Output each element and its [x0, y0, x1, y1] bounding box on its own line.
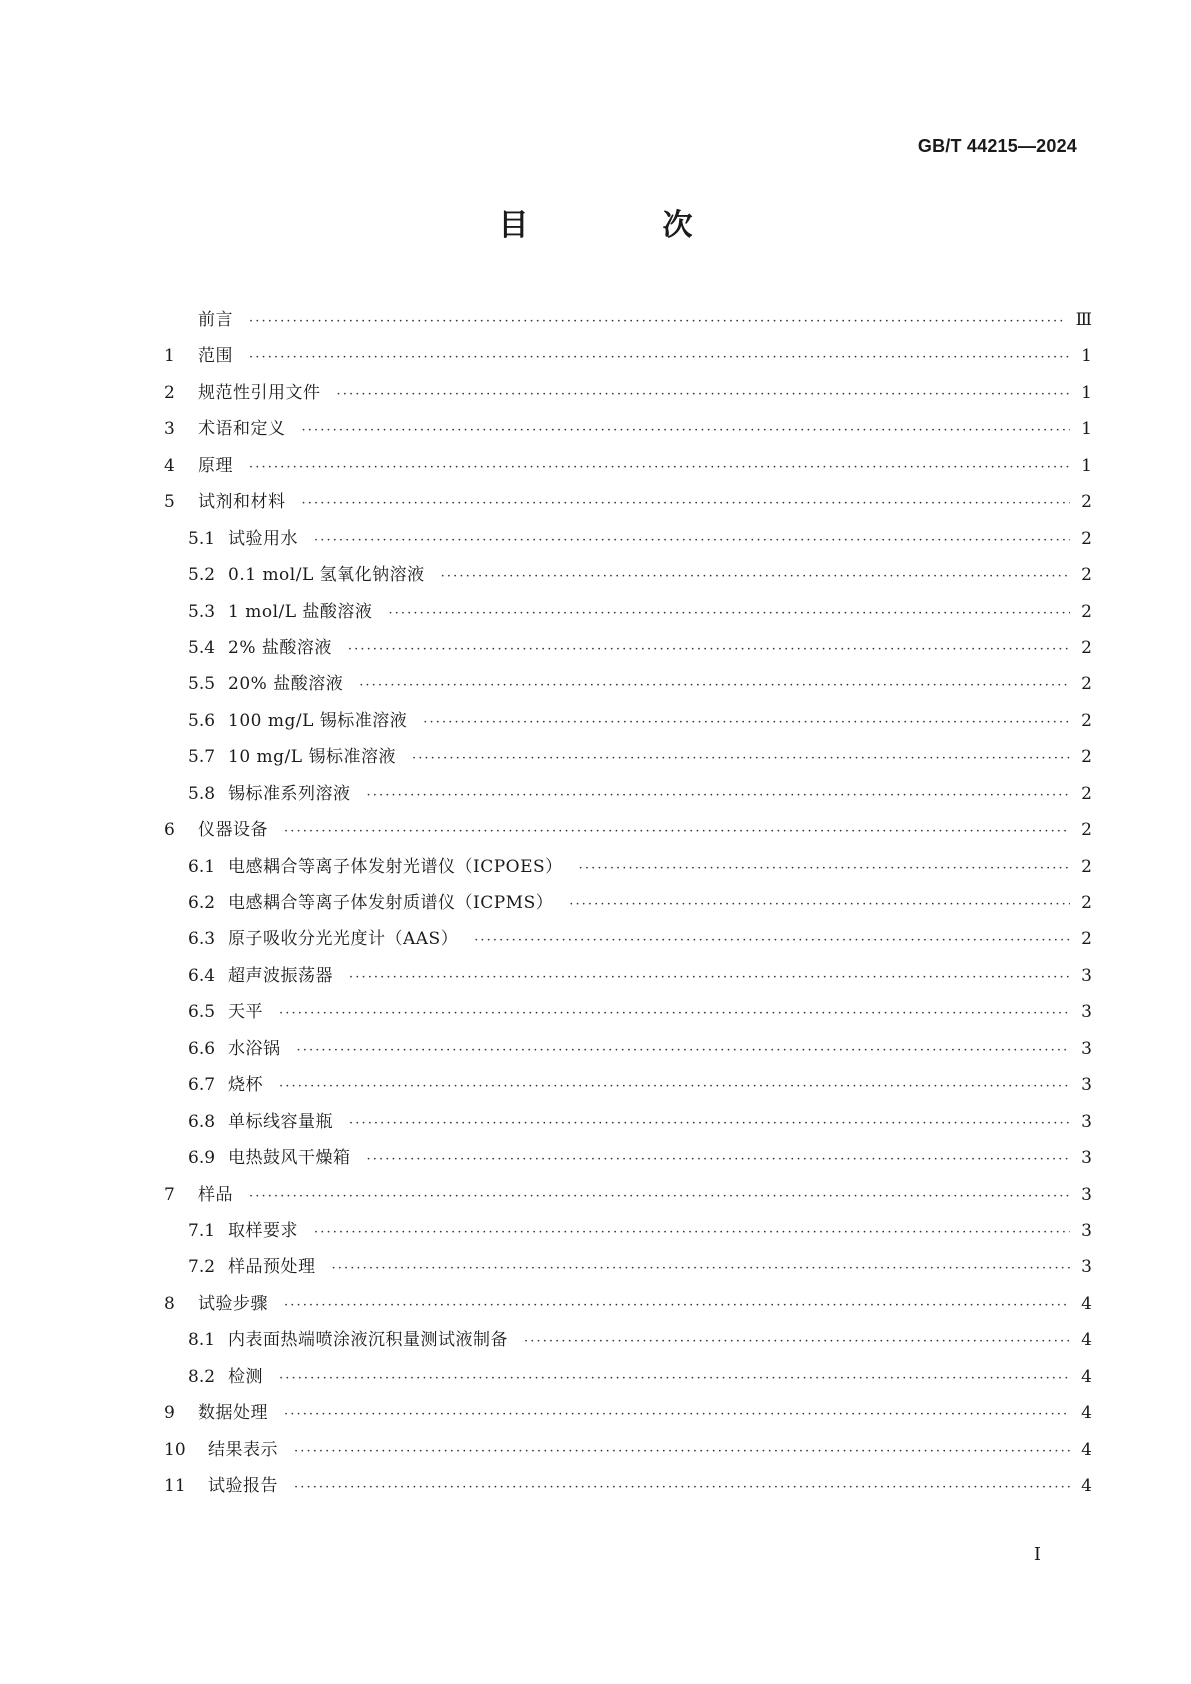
toc-number: 6.8 — [188, 1111, 216, 1132]
toc-page: 2 — [1081, 783, 1092, 804]
toc-entry[interactable] — [164, 994, 1092, 1030]
toc-number: 7.2 — [188, 1257, 216, 1278]
dot-leader — [524, 1324, 1070, 1360]
toc-page: 2 — [1081, 856, 1092, 877]
toc-page: 1 — [1081, 419, 1092, 440]
toc-number: 2 — [164, 382, 175, 403]
dot-leader — [249, 1179, 1070, 1215]
toc-title: 锡标准系列溶液 — [228, 783, 351, 804]
toc-entry[interactable] — [164, 1286, 1092, 1322]
dot-leader — [249, 450, 1070, 486]
toc-entry[interactable] — [164, 703, 1092, 739]
toc-page: 3 — [1081, 1257, 1092, 1278]
toc-title: 2% 盐酸溶液 — [228, 637, 332, 658]
standard-code: GB/T 44215—2024 — [917, 136, 1077, 156]
dot-leader — [337, 377, 1071, 413]
toc-title: 样品预处理 — [228, 1257, 316, 1278]
dot-leader — [314, 523, 1070, 559]
toc-number: 5 — [164, 492, 175, 513]
toc-title: 水浴锅 — [228, 1038, 281, 1059]
toc-entry[interactable] — [164, 594, 1092, 630]
toc-title: 试剂和材料 — [198, 492, 286, 513]
dot-leader — [348, 632, 1070, 668]
toc-page: 2 — [1081, 637, 1092, 658]
toc-entry[interactable] — [164, 739, 1092, 775]
toc-title: 烧杯 — [228, 1075, 263, 1096]
toc-page: 3 — [1081, 1220, 1092, 1241]
toc-title: 电热鼓风干燥箱 — [228, 1148, 351, 1169]
toc-page: 2 — [1081, 565, 1092, 586]
page-title: 目 次 — [498, 208, 745, 243]
toc-entry[interactable] — [164, 776, 1092, 812]
toc-entry[interactable] — [164, 1140, 1092, 1176]
toc-number: 8.2 — [188, 1366, 216, 1387]
toc-entry[interactable] — [164, 411, 1092, 447]
toc-page: 4 — [1081, 1403, 1092, 1424]
toc-title: 20% 盐酸溶液 — [228, 674, 344, 695]
toc-title: 数据处理 — [198, 1403, 268, 1424]
toc-title: 内表面热端喷涂液沉积量测试液制备 — [228, 1330, 508, 1351]
toc-title: 取样要求 — [228, 1220, 298, 1241]
toc-title: 试验步骤 — [198, 1293, 268, 1314]
toc-title: 前言 — [198, 310, 233, 330]
toc-number: 6.4 — [188, 965, 216, 986]
dot-leader — [279, 996, 1070, 1032]
toc-title: 100 mg/L 锡标准溶液 — [228, 710, 408, 731]
toc-entry[interactable] — [164, 1031, 1092, 1067]
toc-title: 检测 — [228, 1366, 263, 1387]
dot-leader — [412, 741, 1070, 777]
toc-entry[interactable] — [164, 630, 1092, 666]
toc-page: 3 — [1081, 1111, 1092, 1132]
toc-title: 10 mg/L 锡标准溶液 — [228, 747, 396, 768]
toc-entry[interactable] — [164, 666, 1092, 702]
toc-number: 6.1 — [188, 856, 216, 877]
toc-title: 规范性引用文件 — [198, 382, 321, 403]
dot-leader — [297, 1033, 1071, 1069]
dot-leader — [302, 413, 1071, 449]
dot-leader — [249, 304, 1066, 340]
toc-title: 超声波振荡器 — [228, 965, 333, 986]
toc-number: 9 — [164, 1403, 175, 1424]
toc-page: 3 — [1081, 1148, 1092, 1169]
toc-number: 1 — [164, 346, 175, 367]
toc-number: 5.3 — [188, 601, 216, 622]
toc-title: 结果表示 — [208, 1439, 278, 1460]
toc-page: 1 — [1081, 346, 1092, 367]
toc-entry[interactable] — [164, 1104, 1092, 1140]
toc-page: 1 — [1081, 382, 1092, 403]
toc-page: 3 — [1081, 1002, 1092, 1023]
table-of-contents — [164, 302, 1092, 1504]
dot-leader — [294, 1434, 1070, 1470]
toc-number: 5.6 — [188, 710, 216, 731]
toc-entry[interactable] — [164, 885, 1092, 921]
dot-leader — [349, 1106, 1070, 1142]
toc-entry[interactable] — [164, 812, 1092, 848]
toc-page: 2 — [1081, 929, 1092, 950]
toc-page: 2 — [1081, 820, 1092, 841]
toc-page: Ⅲ — [1075, 310, 1092, 330]
toc-entry[interactable] — [164, 557, 1092, 593]
dot-leader — [367, 778, 1071, 814]
toc-entry[interactable] — [164, 521, 1092, 557]
toc-entry[interactable] — [164, 1359, 1092, 1395]
toc-entry[interactable] — [164, 1322, 1092, 1358]
toc-entry[interactable] — [164, 1067, 1092, 1103]
toc-title: 1 mol/L 盐酸溶液 — [228, 601, 373, 622]
toc-number: 11 — [164, 1476, 186, 1496]
toc-page: 2 — [1081, 528, 1092, 549]
toc-number: 5.7 — [188, 747, 216, 768]
toc-entry[interactable] — [164, 1249, 1092, 1285]
toc-page: 4 — [1081, 1293, 1092, 1314]
toc-entry[interactable] — [164, 338, 1092, 374]
toc-title: 试验用水 — [228, 528, 298, 549]
page-number: I — [1033, 1544, 1041, 1565]
toc-number: 6.9 — [188, 1148, 216, 1169]
toc-number: 6.5 — [188, 1002, 216, 1023]
toc-entry[interactable] — [164, 375, 1092, 411]
toc-entry[interactable] — [164, 1395, 1092, 1431]
dot-leader — [388, 596, 1070, 632]
toc-number: 6.2 — [188, 893, 216, 913]
toc-title: 原子吸收分光光度计（AAS） — [228, 929, 459, 950]
toc-entry[interactable] — [164, 302, 1092, 338]
toc-title: 0.1 mol/L 氢氧化钠溶液 — [228, 565, 425, 586]
toc-page: 4 — [1081, 1476, 1092, 1496]
dot-leader — [423, 705, 1070, 741]
dot-leader — [279, 1069, 1070, 1105]
toc-title: 仪器设备 — [198, 820, 268, 841]
dot-leader — [349, 960, 1070, 996]
toc-entry[interactable] — [164, 1177, 1092, 1213]
toc-number: 10 — [164, 1439, 186, 1460]
toc-title: 天平 — [228, 1002, 263, 1023]
toc-entry[interactable] — [164, 448, 1092, 484]
toc-page: 4 — [1081, 1366, 1092, 1387]
toc-page: 3 — [1081, 1038, 1092, 1059]
toc-entry[interactable] — [164, 921, 1092, 957]
dot-leader — [249, 340, 1070, 376]
dot-leader — [474, 923, 1070, 959]
toc-title: 单标线容量瓶 — [228, 1111, 333, 1132]
toc-page: 2 — [1081, 492, 1092, 513]
dot-leader — [441, 559, 1070, 595]
toc-page: 3 — [1081, 965, 1092, 986]
toc-page: 2 — [1081, 747, 1092, 768]
dot-leader — [279, 1361, 1070, 1397]
dot-leader — [314, 1215, 1070, 1251]
dot-leader — [359, 668, 1070, 704]
toc-number: 4 — [164, 455, 175, 476]
toc-number: 5.1 — [188, 528, 216, 549]
toc-number: 8 — [164, 1293, 175, 1314]
toc-title: 原理 — [198, 455, 233, 476]
toc-page: 4 — [1081, 1439, 1092, 1460]
toc-entry[interactable] — [164, 1432, 1092, 1468]
dot-leader — [569, 887, 1070, 923]
dot-leader — [367, 1142, 1071, 1178]
toc-page: 1 — [1081, 455, 1092, 476]
dot-leader — [332, 1251, 1071, 1287]
toc-entry[interactable] — [164, 1213, 1092, 1249]
dot-leader — [302, 486, 1071, 522]
toc-title: 电感耦合等离子体发射光谱仪（ICPOES） — [228, 856, 563, 877]
toc-page: 2 — [1081, 893, 1092, 913]
dot-leader — [294, 1470, 1070, 1506]
toc-number: 6.7 — [188, 1075, 216, 1096]
toc-number: 5.5 — [188, 674, 216, 695]
toc-entry[interactable] — [164, 484, 1092, 520]
toc-title: 电感耦合等离子体发射质谱仪（ICPMS） — [228, 893, 554, 913]
toc-title: 样品 — [198, 1184, 233, 1205]
toc-page: 2 — [1081, 710, 1092, 731]
toc-page: 2 — [1081, 674, 1092, 695]
toc-number: 6 — [164, 820, 175, 841]
toc-page: 3 — [1081, 1184, 1092, 1205]
dot-leader — [284, 814, 1070, 850]
toc-entry[interactable] — [164, 958, 1092, 994]
toc-number: 7 — [164, 1184, 175, 1205]
toc-entry[interactable] — [164, 849, 1092, 885]
toc-title: 试验报告 — [208, 1476, 278, 1496]
toc-number: 5.4 — [188, 637, 216, 658]
toc-page: 2 — [1081, 601, 1092, 622]
dot-leader — [284, 1397, 1070, 1433]
toc-number: 5.2 — [188, 565, 216, 586]
toc-entry[interactable] — [164, 1468, 1092, 1504]
toc-page: 4 — [1081, 1330, 1092, 1351]
toc-number: 8.1 — [188, 1330, 216, 1351]
dot-leader — [579, 851, 1070, 887]
toc-number: 6.3 — [188, 929, 216, 950]
toc-number: 6.6 — [188, 1038, 216, 1059]
toc-title: 范围 — [198, 346, 233, 367]
toc-number: 3 — [164, 419, 175, 440]
toc-number: 5.8 — [188, 783, 216, 804]
dot-leader — [284, 1288, 1070, 1324]
toc-page: 3 — [1081, 1075, 1092, 1096]
toc-number: 7.1 — [188, 1220, 216, 1241]
toc-title: 术语和定义 — [198, 419, 286, 440]
